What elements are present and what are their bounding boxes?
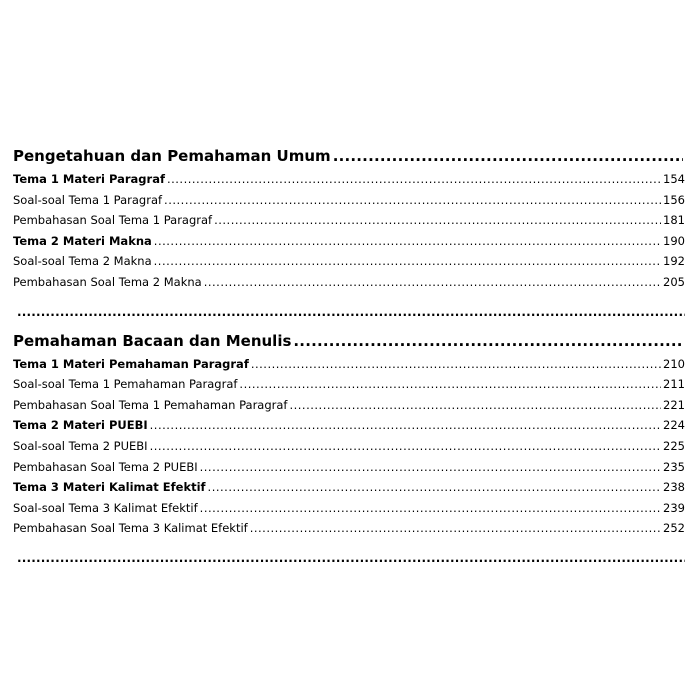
entry-label: Soal-soal Tema 1 Paragraf <box>13 192 163 207</box>
entry-label: Tema 1 Materi Paragraf <box>13 172 165 186</box>
dot-leader <box>154 251 661 272</box>
section-title: Pemahaman Bacaan dan Menulis <box>13 331 292 350</box>
dot-leader <box>293 328 683 354</box>
dot-leader <box>214 210 661 231</box>
dot-leader <box>164 190 661 211</box>
entry-page-number: 205 <box>663 274 685 289</box>
toc-entry[interactable] <box>13 210 685 231</box>
dot-leader <box>239 374 661 395</box>
dot-leader <box>167 169 661 190</box>
toc-entry[interactable] <box>13 190 685 211</box>
entry-label: Pembahasan Soal Tema 2 PUEBI <box>13 459 198 474</box>
dot-leader <box>200 457 661 478</box>
toc-entry[interactable] <box>13 169 685 190</box>
section-heading[interactable] <box>13 143 685 169</box>
toc-entry[interactable] <box>13 374 685 395</box>
entry-page-number: 211 <box>663 377 685 392</box>
toc-entry[interactable] <box>13 477 685 498</box>
toc-entry[interactable] <box>13 251 685 272</box>
toc-entry[interactable] <box>13 354 685 375</box>
entry-page-number: 235 <box>663 459 685 474</box>
entry-page-number: 239 <box>663 500 685 515</box>
dot-leader <box>208 477 662 498</box>
entry-label: Soal-soal Tema 1 Pemahaman Paragraf <box>13 377 238 392</box>
entry-label: Pembahasan Soal Tema 1 Paragraf <box>13 213 213 228</box>
toc-section-pemahaman <box>13 328 685 539</box>
entry-page-number: 238 <box>663 480 685 495</box>
dot-leader <box>150 415 661 436</box>
entry-page-number: 252 <box>663 521 685 536</box>
entry-label: Tema 2 Materi PUEBI <box>13 418 148 433</box>
table-of-contents <box>13 143 685 568</box>
entry-label: Tema 1 Materi Pemahaman Paragraf <box>13 356 249 371</box>
entry-page-number: 225 <box>663 438 685 453</box>
toc-entry[interactable] <box>13 518 685 539</box>
dot-leader <box>251 354 661 375</box>
entry-label: Pembahasan Soal Tema 3 Kalimat Efektif <box>13 521 248 536</box>
entry-page-number: 154 <box>663 172 685 186</box>
dot-leader <box>200 498 661 519</box>
toc-entry[interactable] <box>13 457 685 478</box>
section-title: Pengetahuan dan Pemahaman Umum <box>13 147 331 165</box>
entry-page-number: 156 <box>663 192 685 207</box>
dot-leader <box>204 272 661 293</box>
dotted-separator <box>17 302 685 322</box>
entry-label: Soal-soal Tema 3 Kalimat Efektif <box>13 500 198 515</box>
entry-label: Pembahasan Soal Tema 1 Pemahaman Paragraf <box>13 397 288 412</box>
entry-page-number: 190 <box>663 233 685 248</box>
entry-page-number: 210 <box>663 356 685 371</box>
toc-entry[interactable] <box>13 231 685 252</box>
dot-leader <box>250 518 661 539</box>
toc-entry[interactable] <box>13 272 685 293</box>
toc-entry[interactable] <box>13 436 685 457</box>
dot-leader <box>333 143 683 169</box>
toc-entry[interactable] <box>13 395 685 416</box>
entry-label: Pembahasan Soal Tema 2 Makna <box>13 274 202 289</box>
entry-label: Soal-soal Tema 2 Makna <box>13 254 152 269</box>
dotted-separator <box>17 548 685 568</box>
toc-entry[interactable] <box>13 498 685 519</box>
dot-leader <box>154 231 661 252</box>
entry-page-number: 192 <box>663 254 685 269</box>
entry-label: Soal-soal Tema 2 PUEBI <box>13 438 148 453</box>
entry-label: Tema 2 Materi Makna <box>13 233 152 248</box>
entry-label: Tema 3 Materi Kalimat Efektif <box>13 480 206 495</box>
dot-leader <box>150 436 661 457</box>
dot-leader <box>289 395 661 416</box>
toc-entry[interactable] <box>13 415 685 436</box>
entry-page-number: 224 <box>663 418 685 433</box>
entry-page-number: 181 <box>663 213 685 228</box>
entry-page-number: 221 <box>663 397 685 412</box>
toc-section-pengetahuan <box>13 143 685 293</box>
section-heading[interactable] <box>13 328 685 354</box>
